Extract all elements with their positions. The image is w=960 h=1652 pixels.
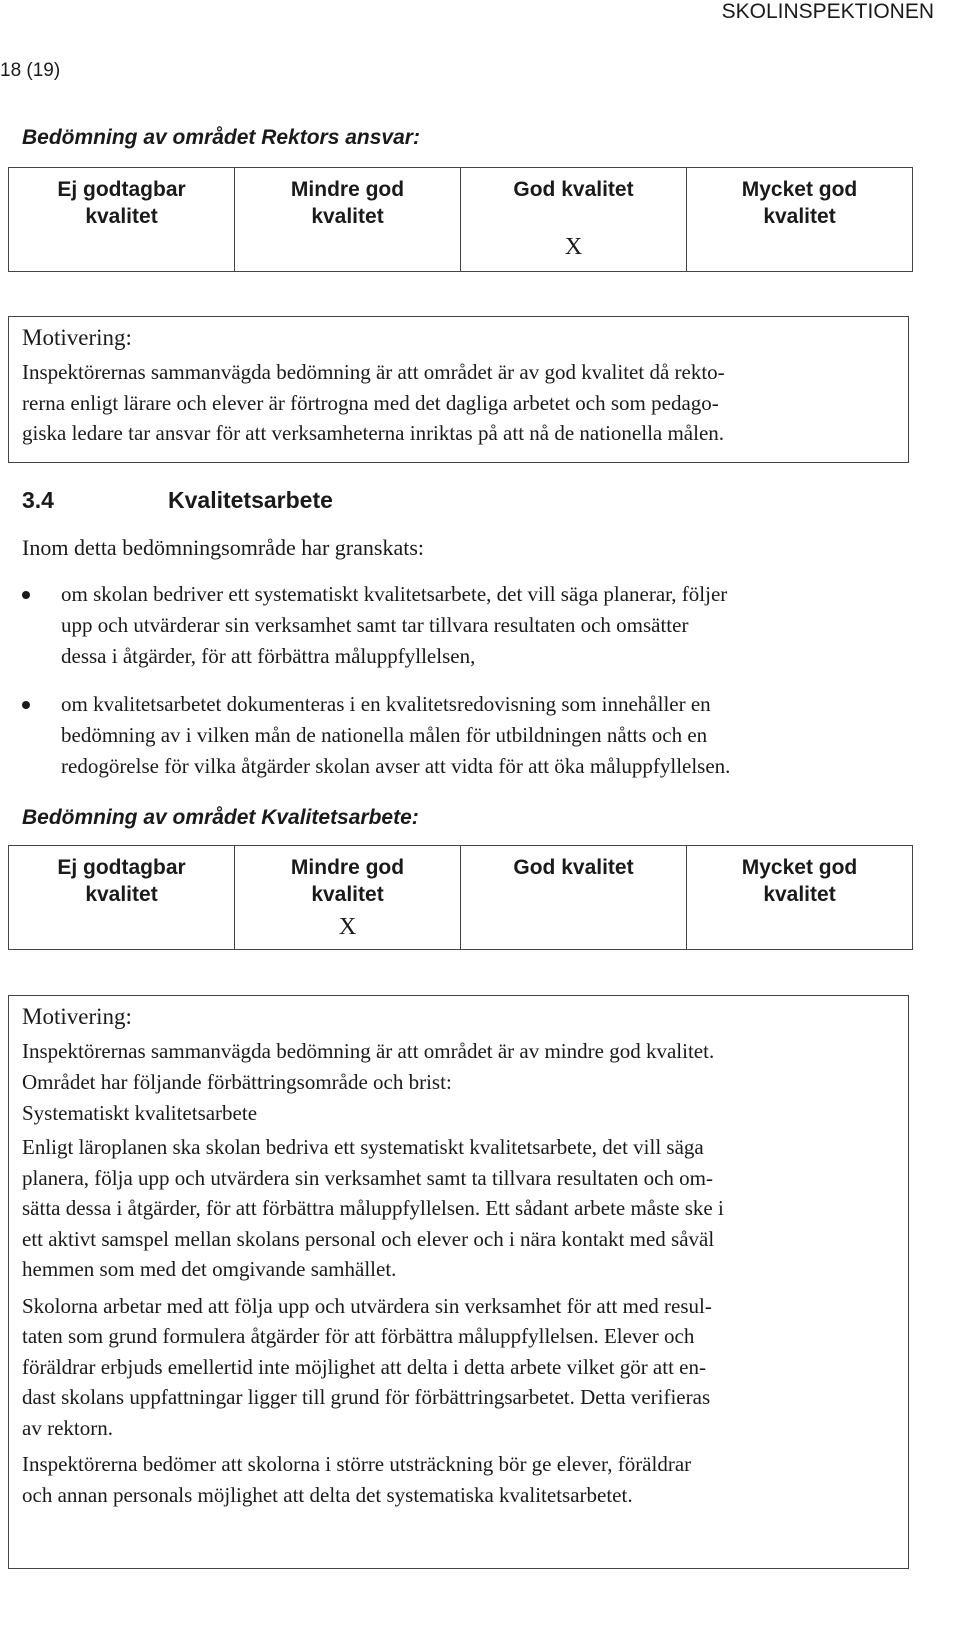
summary-line: Inspektörernas sammanvägda bedömning är att området är av mindre god kvalitet. [22, 1039, 715, 1063]
motivation-title: Motivering [22, 325, 126, 350]
section-number: 3.4 [22, 487, 54, 513]
grade-cell-very-good: Mycket god kvalitet [687, 846, 913, 950]
kvalitet-assessment-heading: Bedömning av området Kvalitetsarbete: [22, 806, 419, 829]
rektor-motivation-box: Motivering: Inspektörernas sammanvägda bedömning är att området är av god kvalitet då rekto- rerna enligt lärare och elever är förtrogna med det dagliga arbetet och som pedago- giska ledare tar ansvar för att verksamheterna inriktas på att nå de nationella målen. [8, 316, 909, 463]
grade-cell-less-good: Mindre god kvalitet [235, 168, 461, 272]
bullet-item: om skolan bedriver ett systematiskt kvalitetsarbete, det vill säga planerar, följer upp och utvärderar sin verksamhet samt tar tillvara resultaten och omsätter dessa i åtgärder, för att förbättra måluppfyllelsen, [61, 582, 728, 668]
organization-name: SKOLINSPEKTIONEN [721, 0, 934, 23]
motivation-line: rerna enligt lärare och elever är förtrogna med det dagliga arbetet och som pedago- [22, 390, 719, 415]
summary-line: Området har följande förbättringsområde och brist: [22, 1069, 452, 1094]
paragraph-2: Skolorna arbetar med att följa upp och utvärdera sin verksamhet för att med resul- taten som grund formulera åtgärder för att förbättra måluppfyllelsen. Elever och föräldrar erbjuds emellertid inte möjlighet att delta i detta arbete vilket gör att en- dast skolans uppfattningar ligger till grund för förbättringsarbetet. Detta verifieras av rektorn. [22, 1293, 712, 1440]
motivation-line: Inspektörernas sammanvägda bedömning är att området är av god kvalitet då rekto- [22, 360, 725, 384]
grade-cell-very-good: Mycket god kvalitet [687, 168, 913, 272]
rektor-assessment-heading: Bedömning av området Rektors ansvar: [22, 126, 420, 149]
rektor-grade-table [8, 167, 913, 272]
grade-cell-less-good: Mindre god kvalitet X [235, 846, 461, 950]
section-title: Kvalitetsarbete [168, 487, 333, 513]
kvalitet-motivation-box [8, 995, 909, 1569]
bullet-item: om kvalitetsarbetet dokumenteras i en kvalitetsredovisning som innehåller en bedömning av i vilken mån de nationella målen för utbildningen nåtts och en redogörelse för vilka åtgärder skolan avser att vidta för att öka måluppfyllelsen. [61, 692, 731, 778]
page-number: 18 (19) [0, 60, 61, 81]
motivation-title: Motivering: [22, 1004, 132, 1029]
kvalitet-grade-table [8, 845, 913, 950]
subheading: Systematiskt kvalitetsarbete [22, 1101, 258, 1125]
paragraph-1: Enligt läroplanen ska skolan bedriva ett systematiskt kvalitetsarbete, det vill säga planera, följa upp och utvärdera sin verksamhet samt ta tillvara resultaten och om- sätta dessa i åtgärder, för att förbättra måluppfyllelsen. Ett sådant arbete måste ske i ett aktivt samspel mellan skolans personal och elever och i nära kontakt med såväl hemmen som med det omgivande samhället. [22, 1135, 724, 1281]
grade-cell-unacceptable: Ej godtagbar kvalitet [9, 168, 235, 272]
grade-mark: X [338, 914, 357, 940]
bullet-icon [22, 701, 30, 709]
scope-heading: Inom detta bedömningsområde har granskats: [22, 535, 425, 560]
grade-cell-unacceptable: Ej godtagbar kvalitet [9, 846, 235, 950]
paragraph-3: Inspektörerna bedömer att skolorna i större utsträckning bör ge elever, föräldrar och annan personals möjlighet att delta det systematiska kvalitetsarbetet. [22, 1452, 692, 1507]
grade-cell-good: God kvalitet [461, 846, 687, 950]
grade-mark: X [564, 234, 583, 260]
bullet-icon [22, 591, 30, 599]
motivation-line: giska ledare tar ansvar för att verksamheterna inriktas på att nå de nationella målen. [22, 421, 725, 445]
grade-cell-good: God kvalitet X [461, 168, 687, 272]
